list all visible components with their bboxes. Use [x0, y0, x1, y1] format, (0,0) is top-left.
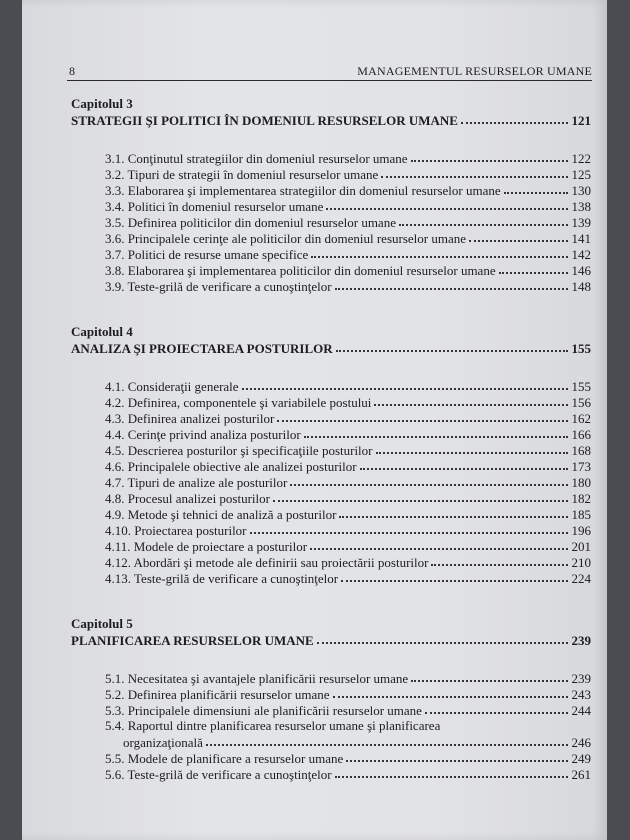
- entry-page: 243: [571, 687, 591, 702]
- leader-dots: [469, 229, 568, 242]
- entry-page: 168: [571, 443, 591, 458]
- leader-dots: [304, 425, 568, 438]
- section-list: [105, 670, 591, 782]
- leader-dots: [346, 749, 568, 762]
- entry-text: 4.12. Abordări şi metode ale definirii sau proiectării posturilor: [105, 555, 429, 570]
- entry-page: 249: [571, 751, 591, 766]
- entry-text: 5.2. Definirea planificării resurselor umane: [105, 687, 330, 702]
- toc-entry: [105, 522, 591, 538]
- entry-page: 201: [571, 539, 591, 554]
- entry-text: 3.3. Elaborarea şi implementarea strategiilor din domeniul resurselor umane: [105, 183, 501, 198]
- toc-entry: [105, 426, 591, 442]
- entry-text: 3.2. Tipuri de strategii în domeniul resurselor umane: [105, 167, 379, 182]
- toc-entry: [105, 750, 591, 766]
- entry-page: 162: [571, 411, 591, 426]
- entry-text: 4.5. Descrierea posturilor şi specificaţiile posturilor: [105, 443, 373, 458]
- toc-entry: [105, 442, 591, 458]
- entry-text: 4.13. Teste-grilă de verificare a cunoştinţelor: [105, 571, 339, 586]
- toc-entry: [105, 198, 591, 214]
- toc-entry: [105, 554, 591, 570]
- leader-dots: [504, 181, 568, 194]
- leader-dots: [360, 457, 568, 470]
- leader-dots: [326, 197, 568, 210]
- leader-dots: [431, 553, 568, 566]
- toc-entry: [105, 538, 591, 554]
- leader-dots: [411, 149, 568, 162]
- leader-dots: [335, 277, 568, 290]
- entry-text: 5.6. Teste-grilă de verificare a cunoştinţelor: [105, 767, 332, 782]
- chapter-title-row: [71, 632, 591, 650]
- leader-dots: [376, 441, 568, 454]
- entry-page: 239: [571, 671, 591, 686]
- entry-text-continued: organizaţională: [123, 735, 203, 750]
- entry-page: 125: [571, 167, 591, 182]
- page-number: 8: [69, 64, 75, 78]
- toc-entry: [105, 734, 591, 750]
- chapter-title-row: [71, 112, 591, 130]
- entry-text: 5.5. Modele de planificare a resurselor umane: [105, 751, 344, 766]
- entry-page: 180: [571, 475, 591, 490]
- entry-page: 138: [571, 199, 591, 214]
- toc-entry: [105, 394, 591, 410]
- chapter-page: 121: [571, 113, 591, 128]
- entry-page: 146: [571, 263, 591, 278]
- leader-dots: [374, 393, 568, 406]
- entry-text: 4.2. Definirea, componentele şi variabilele postului: [105, 395, 372, 410]
- entry-text: 3.4. Politici în domeniul resurselor umane: [105, 199, 324, 214]
- toc-entry: [105, 214, 591, 230]
- toc-entry: [105, 182, 591, 198]
- entry-text: 4.3. Definirea analizei posturilor: [105, 411, 275, 426]
- leader-dots: [311, 245, 568, 258]
- entry-text: 3.5. Definirea politicilor din domeniul resurselor umane: [105, 215, 396, 230]
- leader-dots: [499, 261, 568, 274]
- toc-entry: [105, 246, 591, 262]
- entry-text: 4.11. Modele de proiectare a posturilor: [105, 539, 308, 554]
- leader-dots: [335, 765, 568, 778]
- leader-dots: [242, 377, 568, 390]
- entry-page: 130: [571, 183, 591, 198]
- leader-dots: [290, 473, 568, 486]
- leader-dots: [461, 111, 568, 124]
- entry-text: 5.1. Necesitatea şi avantajele planificării resurselor umane: [105, 671, 409, 686]
- entry-page: 141: [571, 231, 591, 246]
- entry-page: 142: [571, 247, 591, 262]
- toc-entry: [105, 166, 591, 182]
- leader-dots: [339, 505, 568, 518]
- entry-text: 4.6. Principalele obiective ale analizei posturilor: [105, 459, 357, 474]
- entry-text: 3.8. Elaborarea şi implementarea politicilor din domeniul resurselor umane: [105, 263, 496, 278]
- leader-dots: [336, 339, 568, 352]
- chapter-page: 239: [571, 633, 591, 648]
- chapter-label: Capitolul 5: [71, 616, 133, 631]
- entry-text: 5.4. Raportul dintre planificarea resurselor umane şi planificarea: [105, 718, 441, 733]
- chapter-5: [71, 616, 591, 782]
- chapter-3: [71, 96, 591, 294]
- toc-entry: [105, 474, 591, 490]
- entry-page: 156: [571, 395, 591, 410]
- chapter-label: Capitolul 4: [71, 324, 133, 339]
- toc-entry-first-line: [105, 718, 591, 734]
- chapter-label: Capitolul 3: [71, 96, 133, 111]
- section-list: [105, 378, 591, 586]
- book-page: [22, 0, 607, 840]
- running-title: MANAGEMENTUL RESURSELOR UMANE: [357, 64, 592, 78]
- entry-text: 3.6. Principalele cerinţe ale politicilor din domeniul resurselor umane: [105, 231, 466, 246]
- entry-page: 224: [571, 571, 591, 586]
- entry-text: 4.9. Metode şi tehnici de analiză a posturilor: [105, 507, 337, 522]
- entry-text: 3.1. Conţinutul strategiilor din domeniul resurselor umane: [105, 151, 408, 166]
- entry-text: 5.3. Principalele dimensiuni ale planificării resurselor umane: [105, 703, 422, 718]
- leader-dots: [273, 489, 568, 502]
- entry-text: 4.7. Tipuri de analize ale posturilor: [105, 475, 288, 490]
- toc-entry: [105, 230, 591, 246]
- toc-entry: [105, 766, 591, 782]
- toc-entry: [105, 570, 591, 586]
- entry-page: 148: [571, 279, 591, 294]
- chapter-4: [71, 324, 591, 586]
- chapter-title: STRATEGII ŞI POLITICI ÎN DOMENIUL RESURSELOR UMANE: [71, 113, 458, 128]
- toc-entry: [105, 410, 591, 426]
- leader-dots: [381, 165, 568, 178]
- leader-dots: [206, 733, 568, 746]
- entry-page: 155: [571, 379, 591, 394]
- entry-page: 261: [571, 767, 591, 782]
- entry-page: 246: [571, 735, 591, 750]
- toc-entry: [105, 506, 591, 522]
- leader-dots: [250, 521, 568, 534]
- toc-entry: [105, 378, 591, 394]
- toc-entry: [105, 686, 591, 702]
- entry-page: 210: [571, 555, 591, 570]
- chapter-title-row: [71, 340, 591, 358]
- entry-page: 139: [571, 215, 591, 230]
- entry-page: 122: [571, 151, 591, 166]
- chapter-title: PLANIFICAREA RESURSELOR UMANE: [71, 633, 314, 648]
- leader-dots: [333, 685, 568, 698]
- chapter-title: ANALIZA ŞI PROIECTAREA POSTURILOR: [71, 341, 333, 356]
- entry-page: 173: [571, 459, 591, 474]
- leader-dots: [425, 701, 568, 714]
- toc-entry: [105, 490, 591, 506]
- toc-entry: [105, 262, 591, 278]
- entry-page: 196: [571, 523, 591, 538]
- leader-dots: [399, 213, 568, 226]
- entry-page: 166: [571, 427, 591, 442]
- toc-entry: [105, 670, 591, 686]
- toc-entry: [105, 702, 591, 718]
- section-list: [105, 150, 591, 294]
- entry-text: 3.7. Politici de resurse umane specifice: [105, 247, 309, 262]
- leader-dots: [277, 409, 568, 422]
- entry-text: 4.8. Procesul analizei posturilor: [105, 491, 270, 506]
- toc-entry: [105, 278, 591, 294]
- entry-page: 182: [571, 491, 591, 506]
- entry-text: 3.9. Teste-grilă de verificare a cunoştinţelor: [105, 279, 332, 294]
- chapter-page: 155: [571, 341, 591, 356]
- entry-page: 244: [571, 703, 591, 718]
- toc-entry: [105, 150, 591, 166]
- entry-page: 185: [571, 507, 591, 522]
- leader-dots: [317, 631, 568, 644]
- running-header: [67, 64, 592, 81]
- entry-text: 4.10. Proiectarea posturilor: [105, 523, 247, 538]
- entry-text: 4.4. Cerinţe privind analiza posturilor: [105, 427, 301, 442]
- leader-dots: [310, 537, 568, 550]
- entry-text: 4.1. Consideraţii generale: [105, 379, 239, 394]
- leader-dots: [341, 569, 568, 582]
- leader-dots: [411, 669, 568, 682]
- toc-entry: [105, 458, 591, 474]
